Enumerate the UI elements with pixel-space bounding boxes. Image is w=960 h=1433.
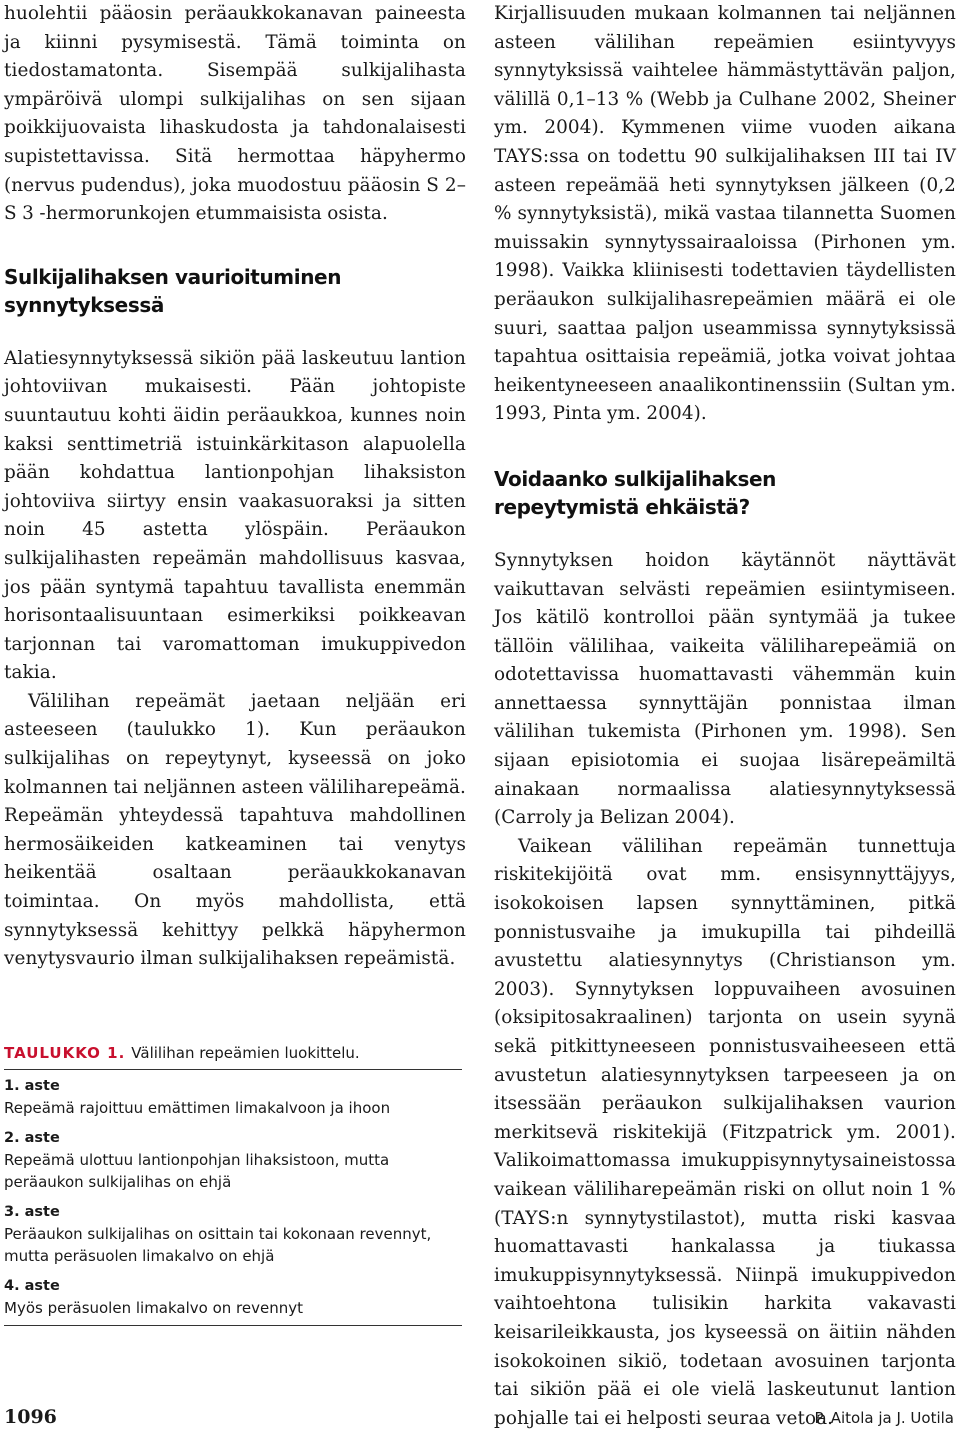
- grade-title: 4. aste: [4, 1278, 60, 1294]
- grade-description: Repeämä ulottuu lantionpohjan lihaksistoon, mutta peräaukon sulkijalihas on ehjä: [4, 1151, 390, 1191]
- grade-description: Myös peräsuolen limakalvo on revennyt: [4, 1299, 303, 1317]
- right-column: [494, 0, 956, 1433]
- grade-title: 1. aste: [4, 1078, 60, 1094]
- left-paragraph-1: huolehtii pääosin peräaukkokanavan paineesta ja kiinni pysymisestä. Tämä toiminta on tiedostamatonta. Sisempää sulkijalihasta ympäröivä ulompi sulkijalihas on sen sijaan poikkijuovaista lihaskudosta ja tahdonalaisesti supistettavissa. Sitä hermottaa häpyhermo (nervus pudendus), joka muodostuu pääosin S 2–S 3 -hermorunkojen etummaisista osista.: [4, 3, 466, 225]
- right-paragraph-2: Synnytyksen hoidon käytännöt näyttävät vaikuttavan selvästi repeämien esiintymiseen. Jos kätilö kontrolloi pään syntymää ja tukee tällöin välilihaa, vaikeita väliliharepeämiä on odotettavissa huomattavasti vähemmän kuin annettaessa synnyttäjän ponnistaa ilman välilihan tukemista (Pirhonen ym. 1998). Sen sijaan episiotomia ei suojaa lisärepeämiltä ainakaan normaalissa alatiesynnytyksessä (Carroly ja Belizan 2004).: [494, 549, 956, 829]
- grade-title: 3. aste: [4, 1204, 60, 1220]
- section-heading-prevention: Voidaanko sulkijalihaksen repeytymistä ehkäistä?: [494, 466, 776, 519]
- grade-description: Repeämä rajoittuu emättimen limakalvoon ja ihoon: [4, 1099, 391, 1117]
- classification-table: [4, 1042, 462, 1326]
- table-row-grade-2: [4, 1128, 462, 1193]
- right-paragraph-3: Vaikean välilihan repeämän tunnettuja riskitekijöitä ovat mm. ensisynnyttäjyys, isokokoisen lapsen synnyttäminen, pitkä ponnistusvaihe ja imukupilla tai pihdeillä avustettu alatiesynnytys (Christianson ym. 2003). Synnytyksen loppuvaiheen avosuinen (oksipitosakraalinen) tarjonta on usein syynä sekä pitkittyneeseen ponnistusvaiheeseen että avustetun alatiesynnytyksen tarpeeseen ja on itsessään peräaukon sulkijalihaksen vaurion merkitsevä riskitekijä (Fitzpatrick ym. 2001). Valikoimattomassa imukuppisynnytysaineistossa vaikean väliliharepeämän riski on ollut noin 1 % (TAYS:n synnytystilastot), mutta riski kasvaa huomattavasti hankalassa ja tiukassa imukuppisynnytyksessä. Niinpä imukuppivedon vaihtoehtona tulisikin harkita vakavasti keisarileikkausta, jos kyseessä on äitiin nähden isokokoinen sikiö, todetaan avosuinen tarjonta tai sikiön pää ei ole vielä laskeutunut lantion pohjalle tai ei helposti seuraa vetoa.: [494, 835, 956, 1429]
- table-caption-text: Välilihan repeämien luokittelu.: [131, 1044, 360, 1062]
- left-paragraph-2: Alatiesynnytyksessä sikiön pää laskeutuu lantion johtoviivan mukaisesti. Pään johtopiste suuntautuu kohti äidin peräaukkoa, kunnes noin kaksi senttimetriä istuinkärkitason alapuolella pään kohdattua lantionpohjan lihaksiston johtoviiva siirtyy ensin vaakasuoraksi ja sitten noin 45 astetta ylöspäin. Peräaukon sulkijalihasten repeämän mahdollisuus kasvaa, jos pään syntymä tapahtuu tavallista enemmän horisontaalisuuntaan esimerkiksi poikkeavan tarjonnan tai varomattoman imukuppivedon takia.: [4, 347, 466, 684]
- table-label: TAULUKKO 1.: [4, 1044, 126, 1062]
- table-caption: [4, 1042, 462, 1070]
- grade-description: Peräaukon sulkijalihas on osittain tai kokonaan revennyt, mutta peräsuolen limakalvo on ehjä: [4, 1225, 432, 1265]
- table-row-grade-1: [4, 1076, 462, 1119]
- right-paragraph-1: Kirjallisuuden mukaan kolmannen tai neljännen asteen välilihan repeämien esiintyvyys synnytyksissä vaihtelee hämmästyttävän paljon, välillä 0,1–13 % (Webb ja Culhane 2002, Sheiner ym. 2004). Kymmenen viime vuoden aikana TAYS:ssa on todettu 90 sulkijalihaksen III tai IV asteen repeämää heti synnytyksen jälkeen (0,2 % synnytyksistä), mikä vastaa tilannetta Suomen muissakin synnytyssairaaloissa (Pirhonen ym. 1998). Vaikka kliinisesti todettavien täydellisten peräaukon sulkijalihasrepeämien määrä ei ole suuri, saattaa paljon useammissa synnytyksissä tapahtua osittaisia repeämiä, jotka voivat johtaa heikentyneeseen anaalikontinenssiin (Sultan ym. 1993, Pinta ym. 2004).: [494, 3, 956, 425]
- left-paragraph-3: Välilihan repeämät jaetaan neljään eri asteeseen (taulukko 1). Kun peräaukon sulkijalihas on repeytynyt, kyseessä on joko kolmannen tai neljännen asteen väliliharepeämä. Repeämän yhteydessä tapahtuva mahdollinen hermosäikeiden katkeaminen tai venytys heikentää osaltaan peräaukkokanavan toimintaa. On myös mahdollista, että synnytyksessä kehittyy pelkkä häpyhermon venytysvaurio ilman sulkijalihaksen repeämistä.: [4, 690, 466, 970]
- grade-title: 2. aste: [4, 1130, 60, 1146]
- table-row-grade-3: [4, 1202, 462, 1267]
- left-column: [4, 0, 466, 974]
- table-row-grade-4: [4, 1276, 462, 1319]
- page-number: 1096: [4, 1406, 57, 1428]
- footer-authors: P. Aitola ja J. Uotila: [814, 1409, 954, 1427]
- section-heading-damage: Sulkijalihaksen vaurioituminen synnytyksessä: [4, 264, 342, 317]
